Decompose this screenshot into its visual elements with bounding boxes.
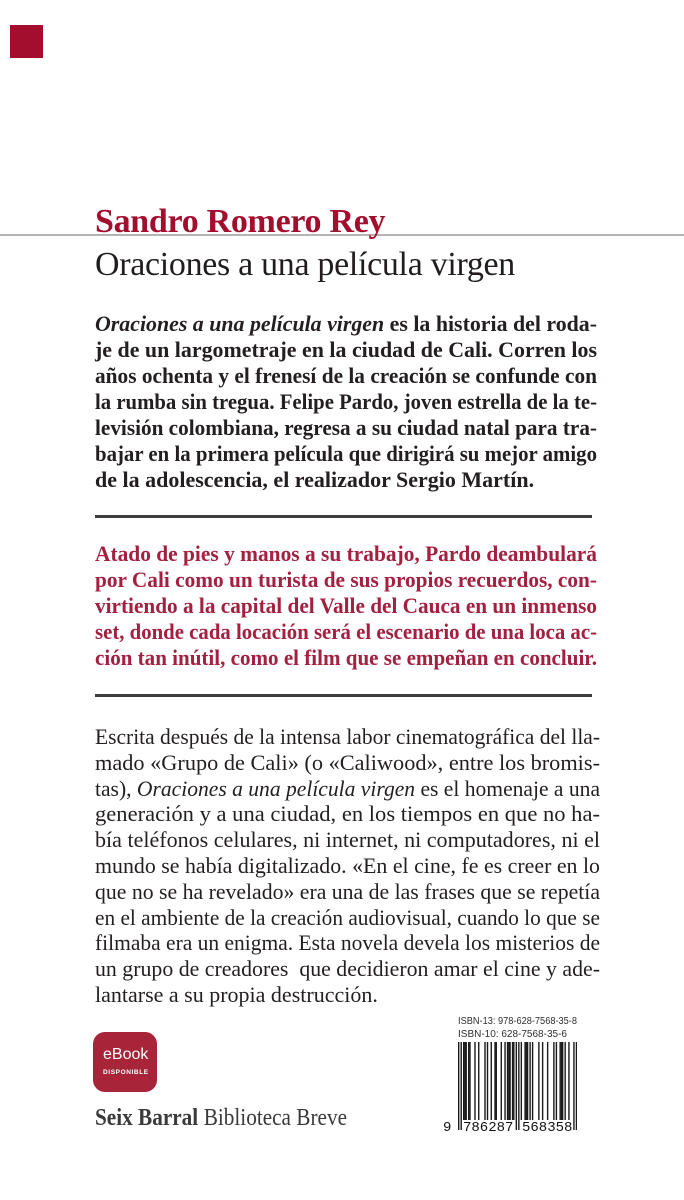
book-title: Oraciones a una película virgen	[95, 246, 515, 283]
text-line: lantarse a su propia destrucción.	[95, 981, 378, 1007]
imprint-publisher: Seix Barral	[95, 1105, 199, 1131]
text-line: años ochenta y el frenesí de la creación se confunde con	[95, 363, 598, 388]
isbn-block	[458, 1015, 577, 1041]
isbn13-label: ISBN-13: 978-628-7568-35-8	[458, 1016, 578, 1027]
text-line: mado «Grupo de Cali» (o «Caliwood», entre los bromis-	[95, 749, 601, 775]
text-line: en el ambiente de la creación audiovisual, cuando lo que se	[95, 904, 600, 930]
barcode-digit-group1: 786287	[463, 1120, 514, 1136]
about-paragraph	[95, 724, 600, 1008]
text-line: Escrita después de la intensa labor cinematográfica del lla-	[95, 724, 600, 749]
divider-above-quote	[95, 515, 592, 518]
barcode-digit-group2: 568358	[522, 1120, 573, 1136]
text-line: je de un largometraje en la ciudad de Cali. Corren los	[95, 337, 598, 362]
ebook-sublabel: DISPONIBLE	[103, 1069, 149, 1076]
ebook-available-badge	[93, 1032, 157, 1092]
barcode-digit-leading: 9	[443, 1120, 452, 1136]
barcode-bars	[458, 1042, 577, 1130]
ean-barcode	[443, 1042, 577, 1137]
text-line: bía teléfonos celulares, ni internet, ni computadores, ni el	[95, 827, 601, 853]
text-line: de la adolescencia, el realizador Sergio Martín.	[95, 467, 535, 492]
imprint	[95, 1103, 347, 1133]
text-line: Atado de pies y manos a su trabajo, Pardo deambulará	[95, 541, 597, 566]
text-line: un grupo de creadores que decidieron amar el cine y ade-	[95, 956, 601, 982]
text-line: ción tan inútil, como el film que se empeñan en concluir.	[95, 645, 597, 670]
text-line: mundo se había digitalizado. «En el cine, fe es creer en lo	[95, 852, 601, 878]
text-line: por Cali como un turista de sus propios recuerdos, con-	[95, 567, 597, 592]
divider-below-quote	[95, 694, 592, 697]
text-line: levisión colombiana, regresa a su ciudad natal para tra-	[95, 415, 598, 440]
isbn10-label: ISBN-10: 628-7568-35-6	[458, 1029, 567, 1040]
text-line: bajar en la primera película que dirigirá su mejor amigo	[95, 441, 597, 466]
text-line: la rumba sin tregua. Felipe Pardo, joven estrella de la te-	[95, 389, 598, 414]
text-line: virtiendo a la capital del Valle del Cauca en un inmenso	[95, 593, 597, 618]
imprint-collection: Biblioteca Breve	[203, 1105, 348, 1131]
text-line: que no se ha revelado» era una de las frases que se repetía	[95, 878, 600, 904]
text-line: Oraciones a una película virgen es la historia del roda-	[95, 311, 598, 336]
text-line: tas), Oraciones a una película virgen es el homenaje a una	[95, 775, 601, 801]
author-name: Sandro Romero Rey	[95, 203, 386, 240]
text-line: filmaba era un enigma. Esta novela devela los misterios de	[95, 930, 600, 956]
synopsis-paragraph	[95, 311, 597, 493]
ebook-label: eBook	[103, 1046, 149, 1063]
text-line: generación y a una ciudad, en los tiempos en que no ha-	[95, 801, 600, 827]
text-line: set, donde cada locación será el escenario de una loca ac-	[95, 619, 598, 644]
pull-quote-paragraph	[95, 541, 597, 671]
collection-mark-square	[10, 25, 43, 58]
